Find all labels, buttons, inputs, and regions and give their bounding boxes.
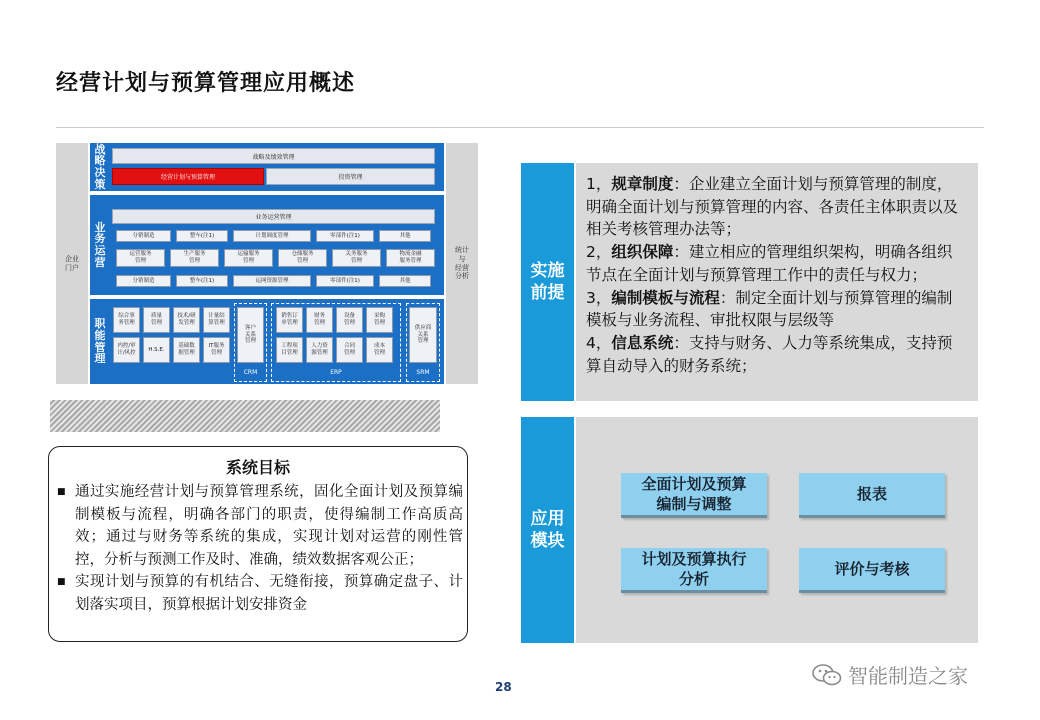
hatched-banner — [50, 400, 440, 432]
goal-item — [57, 481, 463, 571]
bullet-icon: ■ — [57, 577, 66, 587]
prereq-heading: 编制模板与流程 — [611, 288, 720, 307]
module-plan-budget-editing[interactable]: 全面计划及预算 编制与调整 — [621, 473, 767, 518]
erp-cell: 设备 管理 — [336, 307, 363, 333]
prereq-heading: 信息系统 — [611, 333, 674, 352]
strategy-band — [90, 143, 444, 191]
prereq-number: 3， — [586, 288, 612, 307]
erp-label: ERP — [330, 369, 342, 376]
investment-management-bar: 投资管理 — [266, 168, 435, 185]
crm-label: CRM — [243, 369, 258, 376]
system-goals-box — [48, 446, 468, 642]
functional-band — [90, 299, 444, 384]
goals-list — [49, 481, 467, 616]
watermark-text: 智能制造之家 — [848, 664, 968, 688]
prereq-body: ：建立相应的管理组织架构，明确各组织节点在全面计划与预算管理工作中的责任与权力； — [586, 243, 953, 284]
strategy-performance-bar: 战略及绩效管理 — [112, 148, 435, 164]
function-cell: 技术/研 发管理 — [173, 307, 200, 333]
business-ops-bar: 业务运营管理 — [112, 209, 435, 224]
goal-text: 通过实施经营计划与预算管理系统，固化全面计划及预算编制模板与流程，明确各部门的职责，使得编制工作高质高效；通过与财务等系统的集成，实现计划对运营的刚性管控，分析与预测工作及时、准确，绩效数据客观公正； — [75, 484, 463, 568]
business-row3-cell: 零部件(注1) — [316, 275, 374, 287]
prereq-number: 2， — [586, 243, 612, 262]
erp-cell: 成本 管理 — [366, 337, 393, 363]
erp-cell: 工程项 目管理 — [276, 337, 303, 363]
business-label: 业 务 运 营 — [94, 220, 106, 269]
prereq-body: ：支持与财务、人力等系统集成，支持预算自动导入的财务系统； — [586, 333, 953, 375]
business-row2-cell: 运输服务 管理 — [224, 249, 273, 267]
modules-panel — [576, 417, 978, 643]
wechat-icon — [812, 663, 842, 687]
title-divider — [56, 127, 984, 128]
function-cell: H.S.E. — [143, 337, 170, 363]
prereq-body: ：企业建立全面计划与预算管理的制度，明确全面计划与预算管理的内容、各责任主体职责以及相关考核管理办法等； — [586, 175, 959, 239]
implementation-panel — [576, 163, 978, 401]
page-number: 28 — [495, 680, 512, 694]
functional-label: 职 能 管 理 — [94, 317, 106, 366]
goals-title: 系统目标 — [225, 458, 290, 477]
prereq-heading: 组织保障 — [611, 243, 674, 262]
bullet-icon: ■ — [57, 487, 66, 497]
function-cell: 综合事 务管理 — [113, 307, 140, 333]
prereq-body: ：制定全面计划与预算管理的编制模板与业务流程、审批权限与层级等 — [586, 288, 953, 330]
strategy-label: 战 略 决 策 — [94, 142, 106, 191]
goal-item — [57, 571, 463, 616]
function-cell: 内控/审 计/风控 — [113, 337, 140, 363]
erp-cell: 人力资 源管理 — [306, 337, 333, 363]
business-row3-cell: 整车(注1) — [176, 275, 228, 287]
implementation-tab: 实施 前提 — [521, 163, 574, 401]
crm-cell: 客户 关系 管理 — [237, 307, 264, 363]
erp-cell: 销售订 单管理 — [276, 307, 303, 333]
business-row1-cell: 整车(注1) — [176, 230, 228, 242]
function-cell: IT服务 管理 — [203, 337, 230, 363]
portal-column: 企业 门户 — [56, 143, 88, 384]
prereq-item — [586, 287, 966, 332]
function-cell: 质量 管理 — [143, 307, 170, 333]
analysis-column: 统计 与 经营 分析 — [446, 143, 478, 384]
erp-cell: 采购 管理 — [366, 307, 393, 333]
function-cell: 基础数 据管理 — [173, 337, 200, 363]
srm-label: SRM — [416, 369, 430, 376]
business-row1-cell: 其他 — [379, 230, 431, 242]
budget-management-highlight: 经营计划与预算管理 — [112, 168, 264, 185]
srm-cell: 供应商 关系 管理 — [409, 307, 437, 363]
business-row3-cell: 运网资源管理 — [233, 275, 311, 287]
modules-tab: 应用 模块 — [521, 417, 574, 643]
prereq-item — [586, 332, 966, 377]
function-cell: 计量结 算管理 — [203, 307, 230, 333]
erp-cell: 财务 管理 — [306, 307, 333, 333]
business-row1-cell: 零部件(注1) — [316, 230, 374, 242]
erp-cell: 合同 管理 — [336, 337, 363, 363]
business-row2-cell: 物流金融 服务管理 — [386, 249, 435, 267]
business-row3-cell: 分销制造 — [116, 275, 171, 287]
business-row1-cell: 计划调度管理 — [233, 230, 311, 242]
prereq-number: 4， — [586, 333, 612, 352]
business-row2-cell: 关务服务 管理 — [332, 249, 381, 267]
business-row1-cell: 分销制造 — [116, 230, 171, 242]
prereq-item — [586, 173, 966, 241]
watermark — [812, 660, 968, 689]
business-row2-cell: 生产服务 管理 — [170, 249, 219, 267]
business-row3-cell: 其他 — [379, 275, 431, 287]
business-band — [90, 195, 444, 295]
goal-text: 实现计划与预算的有机结合、无缝衔接，预算确定盘子、计划落实项目，预算根据计划安排资金 — [75, 574, 463, 613]
module-execution-analysis[interactable]: 计划及预算执行 分析 — [621, 548, 767, 593]
prereq-heading: 规章制度 — [611, 175, 674, 193]
prereq-number: 1， — [586, 175, 612, 193]
module-evaluation[interactable]: 评价与考核 — [799, 548, 945, 593]
page-title: 经营计划与预算管理应用概述 — [56, 71, 356, 96]
business-row2-cell: 运营服务 管理 — [116, 249, 165, 267]
business-row2-cell: 仓储服务 管理 — [278, 249, 327, 267]
prereq-item — [586, 241, 966, 286]
architecture-diagram — [56, 143, 478, 384]
module-reports[interactable]: 报表 — [799, 473, 945, 518]
